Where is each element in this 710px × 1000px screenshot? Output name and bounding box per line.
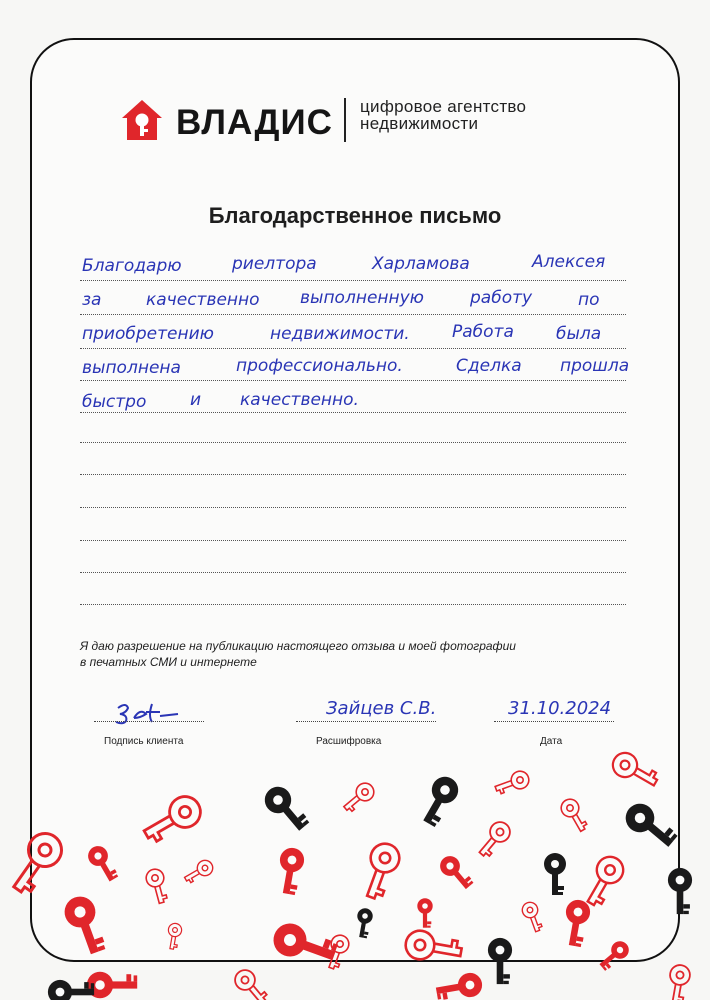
consent-line-1: Я даю разрешение на публикацию настоящего отзыва и моей фотографии bbox=[80, 639, 516, 653]
handwritten-word: профессионально. bbox=[236, 356, 403, 376]
handwritten-word: по bbox=[578, 290, 600, 310]
handwritten-word: Сделка bbox=[456, 356, 522, 376]
name-line bbox=[296, 721, 436, 722]
company-logo bbox=[120, 98, 590, 148]
handwritten-word: за bbox=[82, 290, 102, 310]
decorative-keys-pattern bbox=[0, 740, 710, 1000]
handwritten-word: Работа bbox=[452, 322, 514, 342]
ruled-line bbox=[80, 314, 626, 315]
ruled-line bbox=[80, 604, 626, 605]
handwritten-word: выполнена bbox=[82, 358, 181, 378]
publication-consent bbox=[80, 638, 516, 670]
handwritten-word: Благодарю bbox=[82, 256, 182, 276]
ruled-line bbox=[80, 442, 626, 443]
date-label: Дата bbox=[540, 736, 563, 747]
logo-divider bbox=[344, 98, 346, 142]
handwritten-word: качественно. bbox=[240, 390, 359, 410]
ruled-line bbox=[80, 380, 626, 381]
ruled-line bbox=[80, 412, 626, 413]
ruled-line bbox=[80, 507, 626, 508]
handwritten-word: была bbox=[556, 324, 602, 344]
consent-line-2: в печатных СМИ и интернете bbox=[80, 655, 257, 669]
handwritten-word: недвижимости. bbox=[270, 324, 410, 344]
date-line bbox=[494, 721, 614, 722]
handwritten-word: работу bbox=[470, 288, 533, 308]
ruled-line bbox=[80, 280, 626, 281]
handwritten-word: и bbox=[190, 390, 202, 410]
signature-line bbox=[94, 721, 204, 722]
ruled-line bbox=[80, 540, 626, 541]
ruled-line bbox=[80, 348, 626, 349]
handwritten-word: быстро bbox=[82, 392, 147, 412]
client-name: Зайцев С.В. bbox=[326, 698, 437, 719]
client-signature bbox=[112, 700, 182, 726]
handwritten-word: приобретению bbox=[82, 324, 214, 344]
ruled-line bbox=[80, 572, 626, 573]
brand-name: ВЛАДИС bbox=[176, 103, 333, 142]
handwritten-word: качественно bbox=[146, 290, 260, 310]
handwritten-word: выполненную bbox=[300, 288, 424, 308]
name-label: Расшифровка bbox=[316, 736, 382, 747]
signature-label: Подпись клиента bbox=[104, 736, 184, 747]
date-value: 31.10.2024 bbox=[508, 698, 612, 719]
handwritten-word: прошла bbox=[560, 356, 630, 376]
tagline bbox=[360, 98, 526, 132]
tagline-line-1: цифровое агентство bbox=[360, 97, 527, 116]
ruled-line bbox=[80, 474, 626, 475]
house-key-icon bbox=[120, 98, 164, 142]
handwritten-word: Харламова bbox=[372, 254, 470, 274]
handwritten-word: риелтора bbox=[232, 254, 317, 274]
handwritten-word: Алексея bbox=[532, 252, 606, 272]
page-title: Благодарственное письмо bbox=[208, 203, 502, 228]
tagline-line-2: недвижимости bbox=[360, 114, 479, 133]
